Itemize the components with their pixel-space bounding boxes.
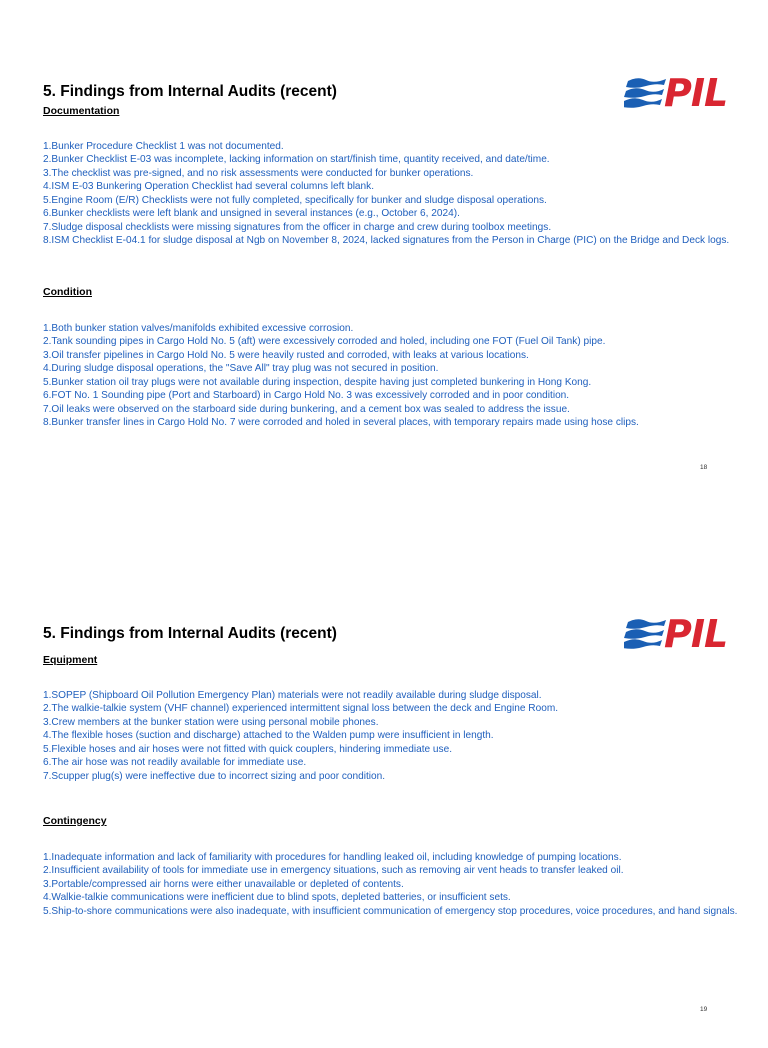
list-item: 7.Sludge disposal checklists were missing signatures from the officer in charge and crew during toolbox meetings. — [43, 221, 552, 233]
list-item: 6.FOT No. 1 Sounding pipe (Port and Starboard) in Cargo Hold No. 3 was excessively corroded and in poor condition. — [43, 390, 570, 402]
list-item: 2.The walkie-talkie system (VHF channel) experienced intermittent signal loss between the deck and Engine Room. — [43, 703, 559, 715]
list-item: 4.During sludge disposal operations, the "Save All" tray plug was not secured in position. — [43, 363, 439, 375]
documentation-findings-list — [43, 140, 758, 248]
list-item: 3.Portable/compressed air horns were either unavailable or depleted of contents. — [43, 878, 404, 890]
list-item: 8.ISM Checklist E-04.1 for sludge disposal at Ngb on November 8, 2024, lacked signatures from the Person in Charge (PIC) on the Bridge and Deck logs. — [43, 235, 730, 247]
pil-logo-text: PIL — [664, 612, 728, 656]
list-item: 2.Tank sounding pipes in Cargo Hold No. 5 (aft) were excessively corroded and holed, including one FOT (Fuel Oil Tank) pipe. — [43, 336, 606, 348]
list-item: 5.Bunker station oil tray plugs were not available during inspection, despite having just completed bunkering in Hong Kong. — [43, 376, 592, 388]
list-item: 6.Bunker checklists were left blank and unsigned in several instances (e.g., October 6, 2024). — [43, 208, 460, 220]
pil-logo — [624, 73, 746, 113]
pil-logo — [624, 614, 746, 654]
slide-title: 5. Findings from Internal Audits (recent) — [43, 83, 337, 100]
slide-title: 5. Findings from Internal Audits (recent) — [43, 625, 337, 642]
list-item: 1.Inadequate information and lack of familiarity with procedures for handling leaked oil, including knowledge of pumping locations. — [43, 852, 622, 863]
list-item: 3.Oil transfer pipelines in Cargo Hold No. 5 were heavily rusted and corroded, with leaks at various locations. — [43, 349, 529, 361]
list-item: 2.Bunker Checklist E-03 was incomplete, lacking information on start/finish time, quantity received, and date/time. — [43, 154, 550, 166]
list-item: 4.The flexible hoses (suction and discharge) attached to the Walden pump were insufficient in length. — [43, 730, 494, 742]
section-heading-condition: Condition — [43, 286, 92, 298]
section-heading-contingency: Contingency — [43, 815, 107, 827]
list-item: 6.The air hose was not readily available for immediate use. — [43, 757, 307, 769]
list-item: 1.Both bunker station valves/manifolds exhibited excessive corrosion. — [43, 323, 354, 334]
list-item: 7.Oil leaks were observed on the starboard side during bunkering, and a cement box was sealed to address the issue. — [43, 403, 570, 415]
list-item: 5.Flexible hoses and air hoses were not fitted with quick couplers, hindering immediate use. — [43, 743, 453, 755]
list-item: 3.Crew members at the bunker station were using personal mobile phones. — [43, 716, 379, 728]
section-heading-equipment: Equipment — [43, 654, 98, 666]
section-heading-documentation: Documentation — [43, 105, 120, 117]
page-number: 19 — [700, 1006, 708, 1013]
list-item: 3.The checklist was pre-signed, and no risk assessments were conducted for bunker operations. — [43, 167, 474, 179]
page-number: 18 — [700, 464, 708, 471]
list-item: 8.Bunker transfer lines in Cargo Hold No. 7 were corroded and holed in several places, with temporary repairs made using hose clips. — [43, 417, 639, 429]
list-item: 5.Engine Room (E/R) Checklists were not fully completed, specifically for bunker and sludge disposal operations. — [43, 194, 547, 206]
list-item: 5.Ship-to-shore communications were also inadequate, with insufficient communication of emergency stop procedures, voice procedures, and hand signals. — [43, 905, 738, 917]
list-item: 7.Scupper plug(s) were ineffective due to incorrect sizing and poor condition. — [43, 770, 386, 782]
list-item: 4.ISM E-03 Bunkering Operation Checklist had several columns left blank. — [43, 181, 375, 193]
pil-logo-text: PIL — [664, 71, 728, 115]
list-item: 1.Bunker Procedure Checklist 1 was not documented. — [43, 141, 284, 152]
condition-findings-list — [43, 322, 758, 430]
contingency-findings-list — [43, 851, 758, 918]
list-item: 2.Insufficient availability of tools for immediate use in emergency situations, such as removing air vent heads to transfer leaked oil. — [43, 865, 624, 877]
pil-waves-icon — [624, 614, 668, 654]
equipment-findings-list — [43, 689, 758, 783]
slide-18 — [0, 0, 768, 512]
slide-19 — [0, 536, 768, 1048]
pil-waves-icon — [624, 73, 668, 113]
list-item: 4.Walkie-talkie communications were inefficient due to blind spots, depleted batteries, or insufficient sets. — [43, 892, 511, 904]
list-item: 1.SOPEP (Shipboard Oil Pollution Emergency Plan) materials were not readily available during sludge disposal. — [43, 690, 542, 701]
